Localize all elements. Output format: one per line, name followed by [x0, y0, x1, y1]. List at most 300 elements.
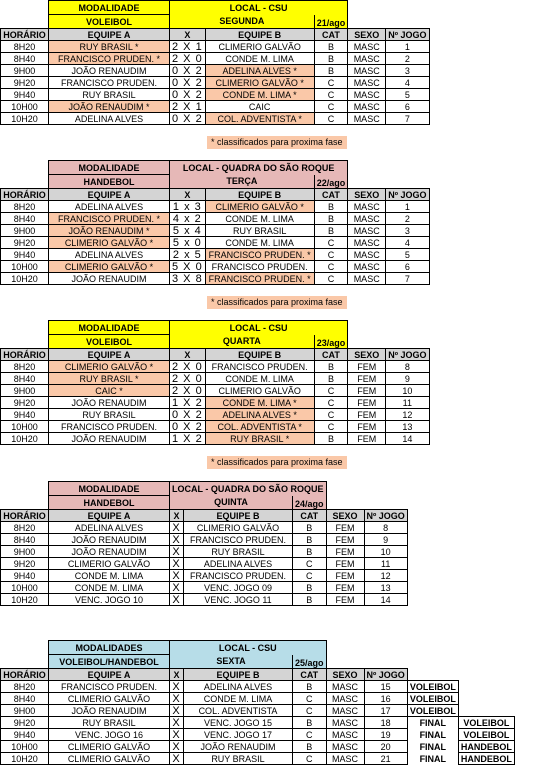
column-header: HORÁRIO	[1, 349, 49, 361]
column-header: HORÁRIO	[1, 29, 49, 41]
spacer	[1, 482, 49, 496]
day-label: SEXTA	[170, 655, 293, 669]
table-cell: 16	[364, 693, 407, 705]
table-cell: B	[293, 717, 327, 729]
table-cell: VENC. JOGO 11	[184, 594, 293, 606]
table-cell: B	[314, 65, 348, 77]
table-cell: 0 X 2	[170, 89, 206, 101]
table-cell: B	[314, 225, 348, 237]
modalidade-label: MODALIDADE	[49, 161, 170, 175]
table-cell: MASC	[326, 681, 364, 693]
table-cell: C	[314, 249, 348, 261]
modalidade-label: MODALIDADE	[49, 482, 170, 496]
table-row	[1, 582, 408, 594]
qualified-note: * classificados para proxima fase	[207, 456, 347, 469]
table-cell: ADELINA ALVES	[184, 681, 293, 693]
table-cell: VENC. JOGO 16	[49, 729, 170, 741]
table-cell: ADELINA ALVES	[49, 249, 170, 261]
table-cell: X	[170, 594, 184, 606]
table-cell: MASC	[326, 753, 364, 765]
spacer	[1, 175, 49, 189]
table-cell: CONDE M. LIMA	[205, 373, 314, 385]
category-note-cell: VOLEIBOL	[458, 729, 514, 741]
table-cell: CLIMERIO GALVÃO	[184, 522, 293, 534]
spacer	[348, 161, 429, 175]
modalidade-name: VOLEIBOL/HANDEBOL	[49, 655, 170, 669]
table-cell: CONDE M. LIMA *	[205, 397, 314, 409]
table-cell: FEM	[326, 570, 364, 582]
category-note-cell: FINAL	[419, 753, 447, 764]
schedule-block	[0, 0, 430, 125]
table-row	[1, 373, 430, 385]
header-row	[1, 29, 430, 41]
table-cell: 4	[386, 77, 429, 89]
table-cell: RUY BRASIL	[49, 409, 170, 421]
table-cell: JOÃO RENAUDIM	[49, 534, 170, 546]
table-row	[1, 522, 408, 534]
table-cell: JOÃO RENAUDIM	[49, 705, 170, 717]
spacer	[1, 496, 49, 510]
table-row	[1, 237, 430, 249]
column-header: CAT	[314, 189, 348, 201]
column-header: HORÁRIO	[1, 510, 49, 522]
table-row	[1, 433, 430, 445]
table-cell: FRANCISCO PRUDEN.	[49, 77, 170, 89]
table-cell: CLIMERIO GALVÃO	[49, 693, 170, 705]
table-cell: 8H40	[1, 213, 49, 225]
category-note-cell	[458, 681, 514, 693]
day-label: SEGUNDA	[170, 15, 315, 29]
schedule-table	[0, 640, 515, 765]
table-cell: 8H20	[1, 522, 49, 534]
table-cell: RUY BRASIL *	[205, 433, 314, 445]
table-cell: 9H20	[1, 558, 49, 570]
table-cell: X	[170, 741, 184, 753]
table-cell: FRANCISCO PRUDEN. *	[49, 213, 170, 225]
category-note-cell: FINAL	[419, 741, 447, 752]
table-cell: FEM	[326, 582, 364, 594]
spacer	[326, 641, 514, 655]
table-cell: 7	[386, 273, 429, 285]
table-row	[1, 681, 515, 693]
header-row	[1, 189, 430, 201]
table-cell: 4	[386, 237, 429, 249]
table-cell: JOÃO RENAUDIM	[49, 433, 170, 445]
table-cell: 7	[386, 113, 429, 125]
spacer	[348, 1, 429, 15]
table-row	[1, 705, 515, 717]
table-cell: RUY BRASIL	[49, 717, 170, 729]
table-cell: 9H00	[1, 705, 49, 717]
table-cell: 9H20	[1, 77, 49, 89]
table-cell: C	[314, 385, 348, 397]
spacer	[1, 1, 49, 15]
table-cell: MASC	[348, 53, 386, 65]
table-cell: MASC	[348, 237, 386, 249]
table-cell: FRANCISCO PRUDEN.	[49, 421, 170, 433]
date-label: 22/ago	[314, 175, 348, 189]
table-cell: C	[314, 89, 348, 101]
table-cell: B	[314, 433, 348, 445]
modalidade-label: MODALIDADE	[49, 321, 170, 335]
table-cell: MASC	[348, 249, 386, 261]
table-cell: 2 X 0	[170, 373, 206, 385]
table-cell: C	[314, 397, 348, 409]
table-row	[1, 717, 515, 729]
table-cell: CLIMERIO GALVÃO *	[49, 261, 170, 273]
column-header: HORÁRIO	[1, 189, 49, 201]
table-cell: 6	[386, 101, 429, 113]
table-cell: FRANCISCO PRUDEN. *	[205, 249, 314, 261]
table-cell: MASC	[326, 717, 364, 729]
table-row	[1, 53, 430, 65]
category-note-cell: HANDEBOL	[458, 741, 514, 753]
column-header: X	[170, 669, 184, 681]
table-cell: MASC	[326, 741, 364, 753]
modalidade-name: VOLEIBOL	[49, 335, 170, 349]
column-header: Nº JOGO	[386, 29, 429, 41]
table-cell: RUY BRASIL	[184, 546, 293, 558]
table-cell: B	[314, 213, 348, 225]
table-cell: FEM	[348, 409, 386, 421]
spacer	[458, 669, 514, 681]
day-label: QUARTA	[170, 335, 315, 349]
table-cell: 14	[364, 594, 407, 606]
table-cell: FRANCISCO PRUDEN.	[205, 361, 314, 373]
table-cell: 5 X 0	[170, 261, 206, 273]
table-cell: 1 X 2	[170, 433, 206, 445]
table-cell: C	[293, 729, 327, 741]
table-cell: ADELINA ALVES *	[205, 409, 314, 421]
table-cell: FEM	[326, 558, 364, 570]
table-cell: ADELINA ALVES	[49, 113, 170, 125]
column-header: EQUIPE B	[205, 189, 314, 201]
table-row	[1, 273, 430, 285]
table-cell: FEM	[348, 361, 386, 373]
table-cell: B	[293, 582, 327, 594]
table-cell: 13	[364, 582, 407, 594]
table-cell: MASC	[348, 273, 386, 285]
table-cell: FEM	[348, 385, 386, 397]
table-cell: C	[314, 113, 348, 125]
table-cell: 2	[386, 213, 429, 225]
table-cell: RUY BRASIL *	[49, 373, 170, 385]
table-cell: X	[170, 681, 184, 693]
spacer	[348, 335, 429, 349]
table-row	[1, 753, 515, 765]
table-cell: 9H40	[1, 89, 49, 101]
table-cell: 5	[386, 249, 429, 261]
column-header: Nº JOGO	[364, 510, 407, 522]
table-cell: 10H00	[1, 421, 49, 433]
table-cell: CLIMERIO GALVÃO *	[49, 361, 170, 373]
table-row	[1, 558, 408, 570]
table-cell: MASC	[348, 225, 386, 237]
table-cell: FRANCISCO PRUDEN.	[49, 681, 170, 693]
table-cell: 10H20	[1, 113, 49, 125]
table-cell: 10H20	[1, 433, 49, 445]
column-header: EQUIPE B	[205, 349, 314, 361]
table-cell: FRANCISCO PRUDEN.	[184, 570, 293, 582]
table-cell: X	[170, 717, 184, 729]
table-cell: C	[314, 237, 348, 249]
table-cell: 2 x 5	[170, 249, 206, 261]
table-row	[1, 397, 430, 409]
table-cell: B	[293, 534, 327, 546]
table-cell: FRANCISCO PRUDEN. *	[205, 273, 314, 285]
table-cell: MASC	[348, 213, 386, 225]
table-cell: 5 x 0	[170, 237, 206, 249]
category-note-cell: VOLEIBOL	[407, 681, 458, 693]
table-cell: JOÃO RENAUDIM *	[49, 225, 170, 237]
column-header: EQUIPE A	[49, 510, 170, 522]
table-cell: MASC	[348, 261, 386, 273]
column-header: EQUIPE A	[49, 29, 170, 41]
header-row	[1, 510, 408, 522]
date-label: 25/ago	[293, 655, 327, 669]
table-row	[1, 249, 430, 261]
table-cell: MASC	[348, 89, 386, 101]
category-note-cell: FINAL	[419, 717, 447, 728]
table-cell: CLIMERIO GALVÃO	[49, 558, 170, 570]
column-header: X	[170, 510, 184, 522]
table-cell: VENC. JOGO 10	[49, 594, 170, 606]
table-cell: C	[293, 705, 327, 717]
spacer	[1, 15, 49, 29]
table-cell: CONDE M. LIMA	[205, 213, 314, 225]
local-label: LOCAL - QUADRA DO SÃO ROQUE	[170, 161, 348, 175]
local-label: LOCAL - QUADRA DO SÃO ROQUE	[170, 482, 327, 496]
category-note-cell: VOLEIBOL	[458, 717, 514, 729]
spacer	[326, 496, 407, 510]
table-cell: C	[314, 261, 348, 273]
table-cell: 10H20	[1, 594, 49, 606]
column-header: HORÁRIO	[1, 669, 49, 681]
table-cell: MASC	[326, 729, 364, 741]
column-header: EQUIPE A	[49, 669, 170, 681]
table-cell: COL. ADVENTISTA *	[205, 113, 314, 125]
table-cell: FRANCISCO PRUDEN.	[205, 261, 314, 273]
spacer	[1, 161, 49, 175]
schedule-table	[0, 481, 408, 606]
table-cell: JOÃO RENAUDIM *	[49, 101, 170, 113]
table-cell: 8H40	[1, 693, 49, 705]
table-cell: 1 X 2	[170, 397, 206, 409]
table-cell: CLIMERIO GALVÃO	[205, 41, 314, 53]
table-cell: RUY BRASIL	[205, 225, 314, 237]
table-cell: 0 X 2	[170, 409, 206, 421]
table-cell: JOÃO RENAUDIM	[49, 65, 170, 77]
table-cell: 2 X 0	[170, 385, 206, 397]
table-row	[1, 113, 430, 125]
table-cell: 10H00	[1, 741, 49, 753]
column-header: EQUIPE B	[205, 29, 314, 41]
table-row	[1, 225, 430, 237]
table-cell: 15	[364, 681, 407, 693]
table-cell: X	[170, 729, 184, 741]
table-row	[1, 570, 408, 582]
column-header: CAT	[293, 510, 327, 522]
day-label: QUINTA	[170, 496, 293, 510]
table-cell: CAIC *	[49, 385, 170, 397]
table-cell: 3 X 8	[170, 273, 206, 285]
column-header: SEXO	[326, 510, 364, 522]
table-cell: FRANCISCO PRUDEN.	[184, 534, 293, 546]
table-cell: 10	[386, 385, 429, 397]
table-cell: 2 X 0	[170, 53, 206, 65]
spacer	[1, 335, 49, 349]
category-note-cell: VOLEIBOL	[407, 705, 458, 717]
column-header: X	[170, 349, 206, 361]
table-cell: 3	[386, 225, 429, 237]
schedule-block	[0, 640, 515, 765]
table-cell: CAIC	[205, 101, 314, 113]
table-cell: X	[170, 522, 184, 534]
table-cell: 8H20	[1, 681, 49, 693]
table-cell: VENC. JOGO 09	[184, 582, 293, 594]
table-cell: CLIMERIO GALVÃO *	[49, 237, 170, 249]
table-cell: ADELINA ALVES	[184, 558, 293, 570]
table-cell: 2	[386, 53, 429, 65]
day-label: TERÇA	[170, 175, 315, 189]
table-cell: 0 X 2	[170, 421, 206, 433]
table-cell: 10	[364, 546, 407, 558]
table-cell: CONDE M. LIMA	[205, 237, 314, 249]
table-cell: CLIMERIO GALVÃO	[205, 385, 314, 397]
table-cell: 0 X 2	[170, 113, 206, 125]
table-cell: FEM	[348, 373, 386, 385]
table-cell: 1	[386, 201, 429, 213]
column-header: SEXO	[326, 669, 364, 681]
table-cell: X	[170, 558, 184, 570]
table-cell: 8H20	[1, 201, 49, 213]
table-cell: JOÃO RENAUDIM	[49, 546, 170, 558]
column-header: EQUIPE B	[184, 510, 293, 522]
modalidade-name: VOLEIBOL	[49, 15, 170, 29]
table-cell: 10H00	[1, 261, 49, 273]
spacer	[348, 175, 429, 189]
table-cell: FEM	[348, 433, 386, 445]
schedule-table	[0, 0, 430, 125]
table-row	[1, 77, 430, 89]
table-row	[1, 729, 515, 741]
column-header: X	[170, 29, 206, 41]
table-cell: 10H20	[1, 753, 49, 765]
table-row	[1, 213, 430, 225]
table-cell: 21	[364, 753, 407, 765]
table-row	[1, 201, 430, 213]
spacer	[407, 669, 458, 681]
table-cell: B	[293, 546, 327, 558]
table-cell: 9H40	[1, 249, 49, 261]
category-note-cell	[458, 705, 514, 717]
table-cell: 8H20	[1, 41, 49, 53]
column-header: EQUIPE A	[49, 189, 170, 201]
table-cell: MASC	[348, 65, 386, 77]
table-row	[1, 65, 430, 77]
modalidade-name: HANDEBOL	[49, 496, 170, 510]
table-cell: X	[170, 753, 184, 765]
table-cell: CONDE M. LIMA	[49, 582, 170, 594]
table-cell: 9H40	[1, 409, 49, 421]
table-cell: 9H40	[1, 570, 49, 582]
spacer	[1, 321, 49, 335]
table-row	[1, 546, 408, 558]
schedule-block	[0, 481, 408, 606]
table-cell: C	[293, 693, 327, 705]
table-row	[1, 261, 430, 273]
table-cell: 6	[386, 261, 429, 273]
table-cell: FEM	[326, 534, 364, 546]
table-cell: B	[293, 594, 327, 606]
table-cell: 10H20	[1, 273, 49, 285]
local-label: LOCAL - CSU	[170, 641, 327, 655]
table-cell: 8H40	[1, 534, 49, 546]
table-cell: 2 X 1	[170, 41, 206, 53]
category-note-cell: VOLEIBOL	[407, 693, 458, 705]
table-cell: 9H20	[1, 237, 49, 249]
date-label: 24/ago	[293, 496, 327, 510]
table-cell: CLIMERIO GALVÃO *	[205, 201, 314, 213]
spacer	[326, 655, 514, 669]
table-cell: MASC	[348, 101, 386, 113]
table-cell: 18	[364, 717, 407, 729]
table-cell: X	[170, 705, 184, 717]
table-cell: 9H20	[1, 717, 49, 729]
schedule-table	[0, 160, 430, 285]
table-cell: C	[314, 273, 348, 285]
table-row	[1, 693, 515, 705]
modalidade-name: HANDEBOL	[49, 175, 170, 189]
table-cell: B	[314, 53, 348, 65]
spacer	[326, 482, 407, 496]
table-cell: MASC	[348, 201, 386, 213]
column-header: EQUIPE A	[49, 349, 170, 361]
table-row	[1, 594, 408, 606]
schedule-table	[0, 320, 430, 445]
table-cell: 1 x 3	[170, 201, 206, 213]
table-cell: 11	[364, 558, 407, 570]
table-cell: C	[314, 409, 348, 421]
table-cell: FEM	[326, 546, 364, 558]
table-cell: 9H00	[1, 65, 49, 77]
local-label: LOCAL - CSU	[170, 321, 348, 335]
table-cell: CONDE M. LIMA	[49, 570, 170, 582]
table-row	[1, 741, 515, 753]
category-note-cell: FINAL	[419, 729, 447, 740]
header-row	[1, 669, 515, 681]
table-cell: 11	[386, 397, 429, 409]
table-cell: 2 X 0	[170, 361, 206, 373]
table-cell: CONDE M. LIMA	[184, 693, 293, 705]
table-cell: 17	[364, 705, 407, 717]
date-label: 21/ago	[314, 15, 348, 29]
table-row	[1, 89, 430, 101]
table-cell: CLIMERIO GALVÃO	[49, 753, 170, 765]
table-cell: 8	[364, 522, 407, 534]
table-cell: B	[314, 361, 348, 373]
table-cell: 14	[386, 433, 429, 445]
table-cell: 8H40	[1, 373, 49, 385]
category-note-cell: HANDEBOL	[458, 753, 514, 765]
table-row	[1, 361, 430, 373]
table-cell: VENC. JOGO 17	[184, 729, 293, 741]
table-cell: 9	[386, 373, 429, 385]
table-cell: 8	[386, 361, 429, 373]
table-cell: 0 X 2	[170, 77, 206, 89]
table-cell: 9	[364, 534, 407, 546]
table-cell: FRANCISCO PRUDEN. *	[49, 53, 170, 65]
